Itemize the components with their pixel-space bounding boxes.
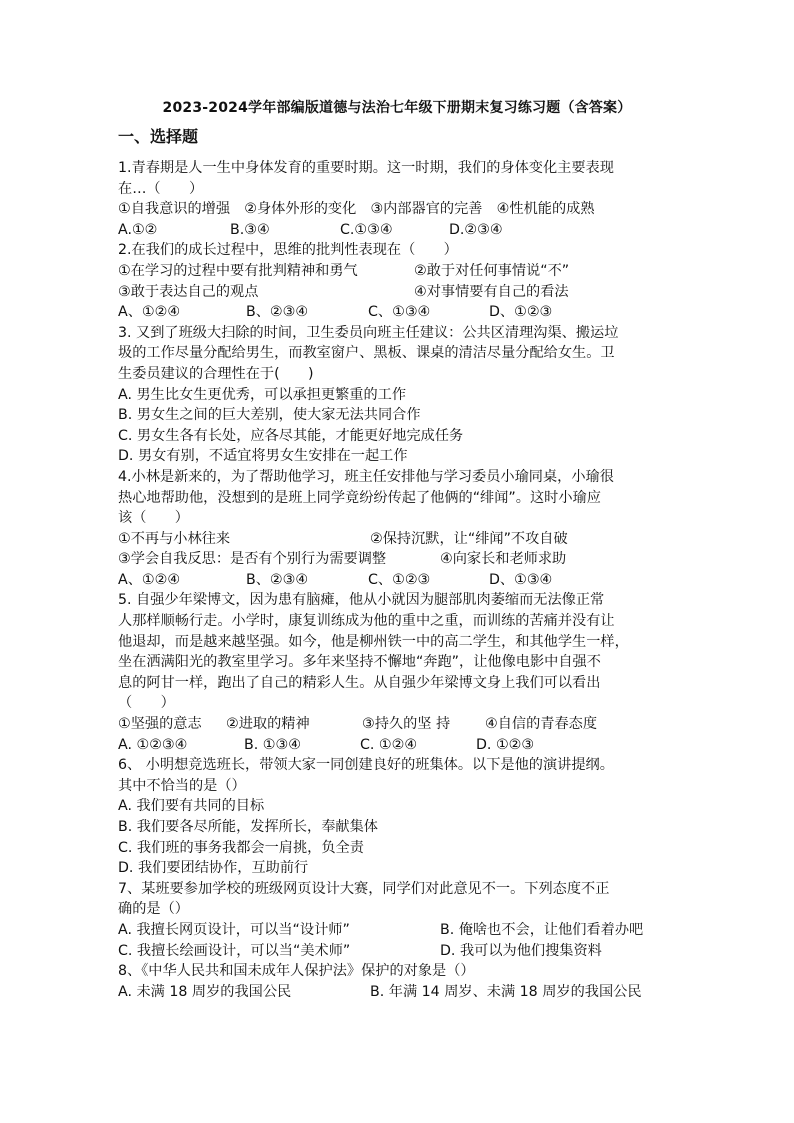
question-stem-line: 生委员建议的合理性在于( ) — [118, 365, 314, 382]
option-item: ③学会自我反思：是否有个别行为需要调整 — [118, 551, 387, 568]
answer-choices — [118, 735, 688, 756]
option-item: ④向家长和老师求助 — [440, 551, 567, 568]
option-c: C. 男女生各有长处，应各尽其能，才能更好地完成任务 — [118, 427, 464, 444]
option-a: A. 未满 18 周岁的我国公民 — [118, 983, 292, 1000]
answer-choice-d: D、①②③ — [489, 304, 553, 321]
option-d: D. 我们要团结协作，互助前行 — [118, 860, 309, 877]
answer-choice-c: C、①②③ — [368, 571, 431, 588]
question-options: ①自我意识的增强 ②身体外形的变化 ③内部器官的完善 ④性机能的成熟 — [118, 201, 595, 218]
question-stem-line: 坐在洒满阳光的教室里学习。多年来坚持不懈地“奔跑”，让他像电影中自强不 — [118, 654, 601, 671]
answer-choice-c: C. ①②④ — [360, 736, 418, 753]
question-2 — [118, 240, 688, 322]
option-item: ②敢于对任何事情说“不” — [414, 262, 570, 279]
question-7 — [118, 879, 688, 961]
document-title: 2023-2024学年部编版道德与法治七年级下册期末复习练习题（含答案） — [162, 100, 632, 116]
answer-choice-d: D、①③④ — [489, 571, 553, 588]
option-b: B. 俺啥也不会，让他们看着办吧 — [440, 921, 644, 938]
option-item: ①在学习的过程中要有批判精神和勇气 — [118, 262, 358, 279]
option-item: ③持久的坚 持 — [362, 716, 451, 733]
option-row — [118, 714, 688, 735]
option-row — [118, 941, 688, 962]
question-stem-line: 其中不恰当的是（） — [118, 777, 246, 794]
option-item: ④对事情要有自己的看法 — [414, 283, 569, 300]
option-row — [118, 529, 688, 550]
answer-choice-b: B、②③④ — [246, 304, 309, 321]
option-row — [118, 920, 688, 941]
question-stem-line: 圾的工作尽量分配给男生，而教室窗户、黑板、课桌的清洁尽量分配给女生。卫 — [118, 345, 615, 362]
answer-choices — [118, 570, 688, 591]
question-stem-line: 息的阿甘一样，跑出了自己的精彩人生。从自强少年梁博文身上我们可以看出 — [118, 674, 601, 691]
question-stem-line: 1.青春期是人一生中身体发育的重要时期。这一时期，我们的身体变化主要表现 — [118, 160, 614, 176]
answer-choice-d: D.②③④ — [449, 221, 503, 238]
question-stem-line: 2.在我们的成长过程中，思维的批判性表现在（ ） — [118, 242, 458, 259]
answer-choice-b: B.③④ — [230, 221, 270, 238]
question-list — [118, 158, 688, 1002]
question-stem-line: 6、 小明想竞选班长，带领大家一同创建良好的班集体。以下是他的演讲提纲。 — [118, 757, 614, 774]
answer-choice-c: C.①③④ — [340, 221, 393, 238]
option-d: D. 我可以为他们搜集资料 — [440, 942, 602, 959]
question-stem-line: （ ） — [118, 695, 175, 712]
question-5 — [118, 590, 688, 755]
option-d: D. 男女有别，不适宜将男女生安排在一起工作 — [118, 448, 408, 465]
question-stem-line: 该（ ） — [118, 510, 189, 527]
question-stem-line: 他退却，而是越来越坚强。如今，他是柳州铁一中的高二学生，和其他学生一样， — [118, 633, 629, 650]
question-4 — [118, 467, 688, 591]
answer-choice-d: D. ①②③ — [476, 736, 535, 753]
question-stem-line: 3. 又到了班级大扫除的时间，卫生委员向班主任建议：公共区清理沟渠、搬运垃 — [118, 324, 619, 341]
question-3 — [118, 323, 688, 467]
question-1 — [118, 158, 688, 240]
option-item: ①坚强的意志 — [118, 716, 202, 733]
question-stem-line: 热心地帮助他，没想到的是班上同学竟纷纷传起了他俩的“绯闻”。这时小瑜应 — [118, 489, 601, 506]
option-b: B. 男女生之间的巨大差别，使大家无法共同合作 — [118, 407, 421, 424]
question-stem-line: 在…（ ） — [118, 180, 204, 197]
option-item: ③敢于表达自己的观点 — [118, 283, 259, 300]
question-stem-line: 4.小林是新来的，为了帮助他学习，班主任安排他与学习委员小瑜同桌，小瑜很 — [118, 468, 614, 485]
question-stem-line: 人那样顺畅行走。小学时，康复训练成为他的重中之重，而训练的苦痛并没有让 — [118, 613, 615, 630]
answer-choice-a: A. ①②③④ — [118, 736, 188, 753]
option-item: ②进取的精神 — [226, 716, 310, 733]
section-heading: 一、选择题 — [118, 127, 199, 146]
question-8 — [118, 961, 688, 1002]
question-6 — [118, 755, 688, 879]
option-item: ④自信的青春态度 — [485, 716, 598, 733]
answer-choice-a: A、①②④ — [118, 571, 181, 588]
question-stem-line: 8、《中华人民共和国未成年人保护法》保护的对象是（） — [118, 963, 475, 980]
option-row — [118, 549, 688, 570]
option-a: A. 我擅长网页设计，可以当“设计师” — [118, 921, 350, 938]
answer-choice-b: B、②③④ — [246, 571, 309, 588]
answer-choices — [118, 302, 688, 323]
option-b: B. 我们要各尽所能，发挥所长，奉献集体 — [118, 819, 378, 835]
answer-choice-a: A、①②④ — [118, 304, 181, 321]
option-item: ②保持沉默，让“绯闻”不攻自破 — [370, 530, 568, 547]
option-row — [118, 282, 688, 303]
option-c: C. 我们班的事务我都会一肩挑，负全责 — [118, 839, 364, 856]
option-a: A. 男生比女生更优秀，可以承担更繁重的工作 — [118, 386, 407, 403]
question-stem-line: 7、某班要参加学校的班级网页设计大赛，同学们对此意见不一。下列态度不正 — [118, 880, 610, 897]
option-a: A. 我们要有共同的目标 — [118, 798, 265, 815]
option-item: ①不再与小林往来 — [118, 530, 231, 547]
option-row — [118, 261, 688, 282]
option-row — [118, 982, 688, 1003]
option-c: C. 我擅长绘画设计，可以当“美术师” — [118, 942, 351, 959]
answer-choice-b: B. ①③④ — [244, 736, 301, 753]
option-b: B. 年满 14 周岁、未满 18 周岁的我国公民 — [370, 983, 642, 1000]
answer-choice-a: A.①② — [118, 221, 158, 238]
question-stem-line: 确的是（） — [118, 901, 189, 918]
answer-choice-c: C、①③④ — [368, 304, 431, 321]
question-stem-line: 5. 自强少年梁博文，因为患有脑瘫，他从小就因为腿部肌肉萎缩而无法像正常 — [118, 592, 605, 609]
answer-choices — [118, 220, 688, 241]
